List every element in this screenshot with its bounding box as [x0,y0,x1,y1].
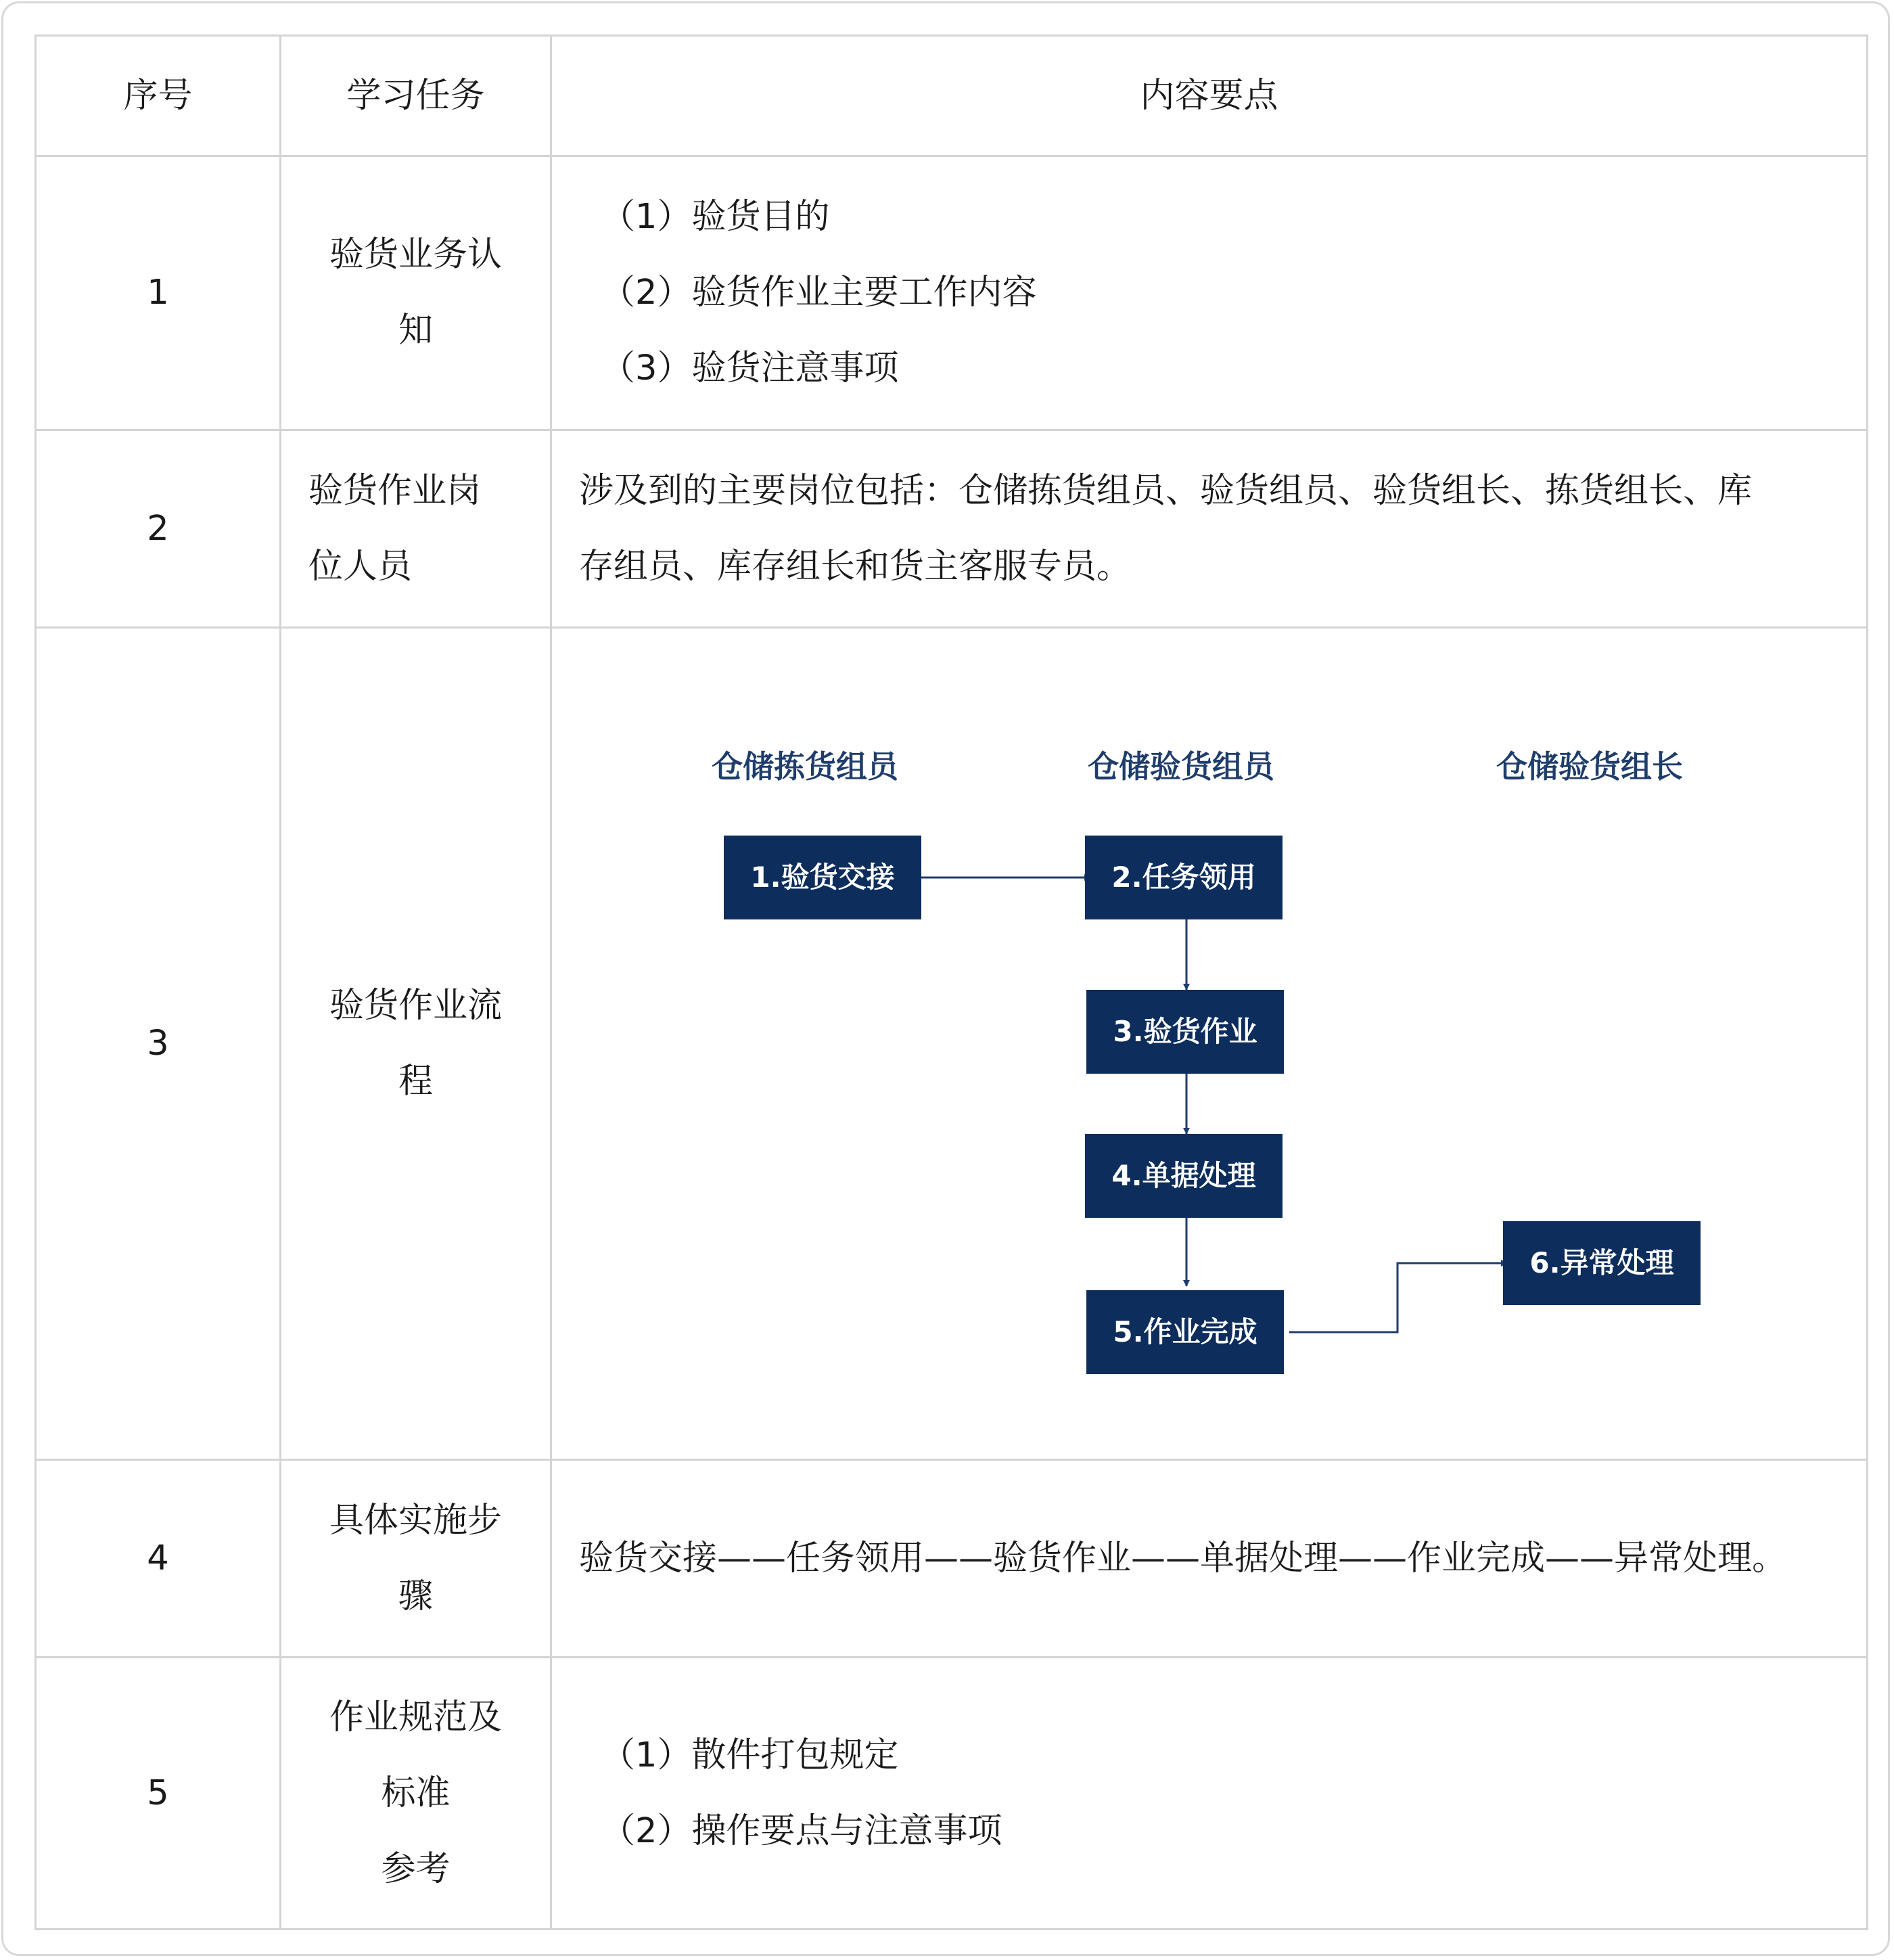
table-row [36,156,1868,430]
content-item: （2）验货作业主要工作内容 [601,273,1037,313]
task-line: 具体实施步 [329,1500,502,1541]
row-task [281,1460,551,1658]
task-line: 知 [398,311,433,350]
lane-inspection-lead: 仓储验货组长 [1496,748,1683,785]
task-line: 参考 [381,1848,451,1889]
content-card [1,1,1890,1956]
row-number: 3 [36,628,281,1460]
content-item: （2）操作要点与注意事项 [601,1810,1002,1851]
row-task [281,430,551,628]
content-text: 验货交接——任务领用——验货作业——单据处理——作业完成——异常处理。 [579,1538,1787,1578]
table-row [36,1658,1868,1930]
lane-picker: 仓储拣货组员 [712,748,898,785]
content-text: 涉及到的主要岗位包括：仓储拣货组员、验货组员、验货组长、拣货组长、库 [579,470,1753,511]
table-row [36,430,1868,628]
step-handover-box: 1.验货交接 [724,836,921,919]
task-line: 骤 [398,1576,433,1616]
row-task [281,156,551,430]
header-number: 序号 [36,36,281,156]
row-content [551,1658,1868,1930]
content-item: （3）验货注意事项 [601,348,899,388]
row-content [551,156,1868,430]
row-number: 5 [36,1658,281,1930]
content-item: （1）散件打包规定 [601,1735,899,1775]
step-task-claim-box: 2.任务领用 [1085,836,1283,919]
task-table [34,35,1868,1930]
lane-inspector: 仓储验货组员 [1088,748,1274,785]
table-row [36,628,1868,1460]
row-number: 2 [36,430,281,628]
flow-diagram [552,630,1868,1458]
task-line: 验货作业岗 [308,470,482,511]
row-task [281,1658,551,1930]
content-text: 存组员、库存组长和货主客服专员。 [579,546,1132,587]
header-task: 学习任务 [281,36,551,156]
task-line: 标准 [381,1773,451,1813]
step-exception-box: 6.异常处理 [1503,1221,1701,1305]
task-line: 程 [398,1061,433,1101]
row-task [281,628,551,1460]
task-line: 位人员 [308,546,413,587]
step-document-box: 4.单据处理 [1085,1134,1283,1218]
step-inspection-box: 3.验货作业 [1086,990,1284,1074]
row-content [551,430,1868,628]
step-complete-box: 5.作业完成 [1086,1290,1284,1374]
arrow-5-6 [1289,1263,1507,1332]
row-number: 4 [36,1460,281,1658]
header-content: 内容要点 [551,36,1868,156]
content-item: （1）验货目的 [601,197,830,237]
row-content [551,1460,1868,1658]
row-number: 1 [36,156,281,430]
task-line: 验货业务认 [329,235,502,275]
row-content [551,628,1868,1460]
table-row [36,1460,1868,1658]
task-line: 验货作业流 [329,985,502,1026]
task-line: 作业规范及 [329,1697,502,1737]
table-header-row [36,36,1868,156]
